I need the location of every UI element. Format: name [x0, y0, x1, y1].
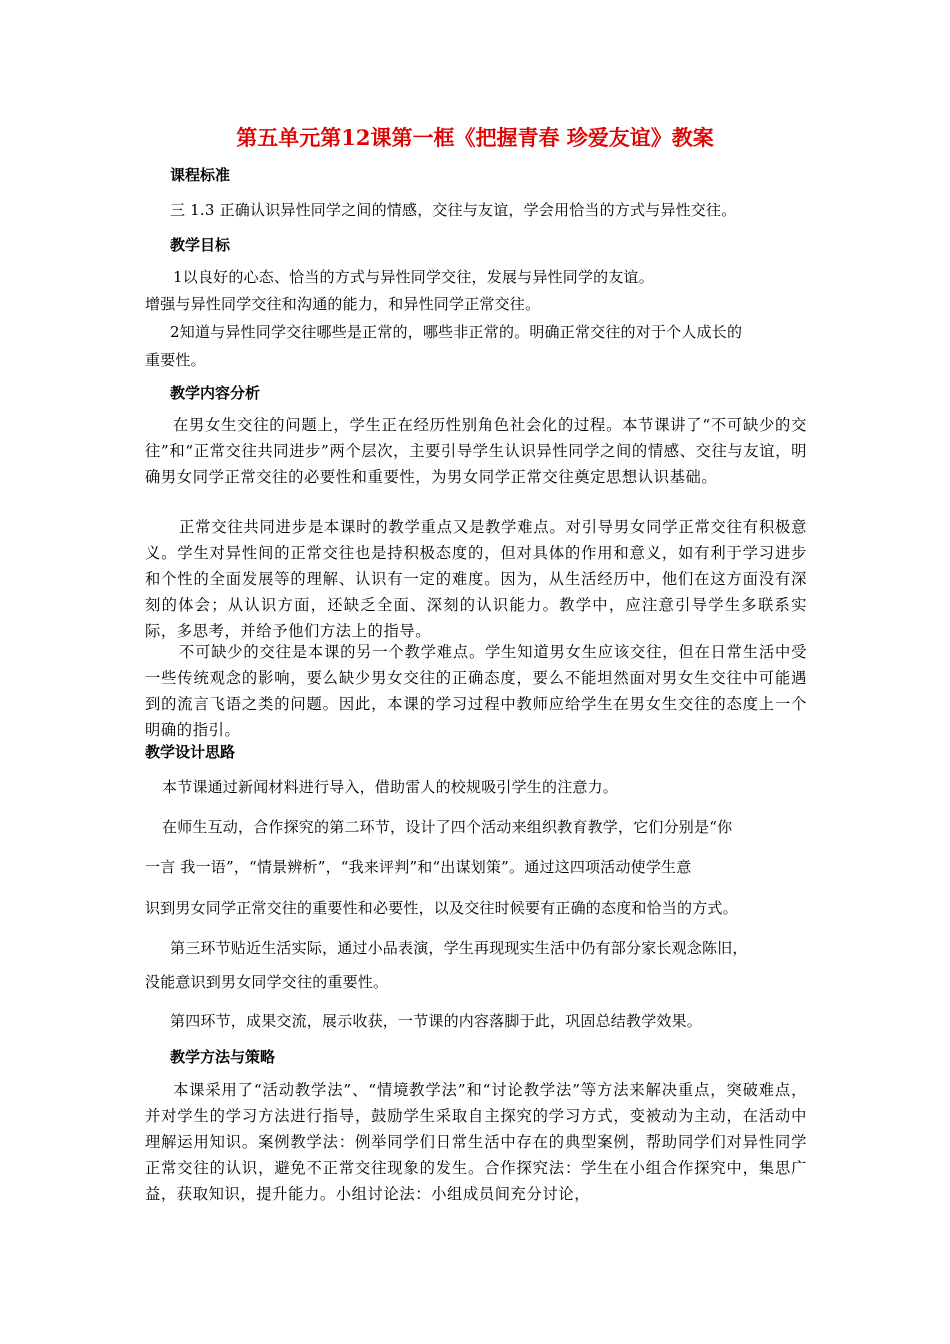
heading-teaching-methods: 教学方法与策略 [170, 1048, 276, 1066]
design-line-1: 本节课通过新闻材料进行导入，借助雷人的校规吸引学生的注意力。 [162, 778, 619, 796]
goal-line-1: 1以良好的心态、恰当的方式与异性同学交往，发展与异性同学的友谊。 [173, 268, 654, 286]
design-line-5: 第三环节贴近生活实际，通过小品表演，学生再现现实生活中仍有部分家长观念陈旧， [170, 939, 748, 957]
design-line-2: 在师生互动，合作探究的第二环节，设计了四个活动来组织教育教学，它们分别是“你 [162, 818, 733, 836]
document-title: 第五单元第12课第一框《把握青春 珍爱友谊》教案 [236, 125, 714, 150]
design-line-3: 一言 我一语”，“情景辨析”，“我来评判”和“出谋划策”。通过这四项活动使学生意 [145, 858, 692, 876]
goal-line-2: 增强与异性同学交往和沟通的能力，和异性同学正常交往。 [145, 295, 541, 313]
methods-paragraph-1: 本课采用了“活动教学法”、“情境教学法”和“讨论教学法”等方法来解决重点，突破难点，并对学生的学习方法进行指导，鼓励学生采取自主探究的学习方式，变被动为主动，在活动中理解运用知识。案例教学法：例举同学们日常生活中存在的典型案例，帮助同学们对异性同学正常交往的认识，避免不正常交往现象的发生。合作探究法：学生在小组合作探究中，集思广益，获取知识，提升能力。小组讨论法：小组成员间充分讨论， [145, 1081, 807, 1203]
design-line-7: 第四环节，成果交流，展示收获，一节课的内容落脚于此，巩固总结教学效果。 [170, 1012, 703, 1030]
course-standard-text: 三 1.3 正确认识异性同学之间的情感，交往与友谊，学会用恰当的方式与异性交往。 [170, 201, 737, 219]
design-line-6: 没能意识到男女同学交往的重要性。 [145, 973, 389, 991]
analysis-paragraph-2: 正常交往共同进步是本课时的教学重点又是教学难点。对引导男女同学正常交往有积极意义。学生对异性间的正常交往也是持积极态度的，但对具体的作用和意义，如有利于学习进步和个性的全面发展等的理解、认识有一定的难度。因为，从生活经历中，他们在这方面没有深刻的体会；从认识方面，还缺乏全面、深刻的认识能力。教学中，应注意引导学生多联系实际，多思考，并给予他们方法上的指导。 [145, 518, 807, 640]
heading-content-analysis: 教学内容分析 [170, 384, 261, 402]
goal-line-3: 2知道与异性同学交往哪些是正常的，哪些非正常的。明确正常交往的对于个人成长的 [170, 323, 743, 341]
design-line-4: 识到男女同学正常交往的重要性和必要性，以及交往时候要有正确的态度和恰当的方式。 [145, 899, 738, 917]
heading-course-standard: 课程标准 [170, 166, 231, 184]
analysis-paragraph-3: 不可缺少的交往是本课的另一个教学难点。学生知道男女生应该交往，但在日常生活中受一些传统观念的影响，要么缺少男女交往的正确态度，要么不能坦然面对男女生交往中可能遇到的流言飞语之类的问题。因此，本课的学习过程中教师应给学生在男女生交往的态度上一个明确的指引。 [145, 643, 807, 739]
heading-teaching-goals: 教学目标 [170, 236, 231, 254]
heading-design-ideas: 教学设计思路 [145, 743, 236, 761]
analysis-paragraph-1: 在男女生交往的问题上，学生正在经历性别角色社会化的过程。本节课讲了“不可缺少的交往”和“正常交往共同进步”两个层次，主要引导学生认识异性同学之间的情感、交往与友谊，明确男女同学正常交往的必要性和重要性，为男女同学正常交往奠定思想认识基础。 [145, 416, 807, 486]
goal-line-4: 重要性。 [145, 351, 206, 369]
